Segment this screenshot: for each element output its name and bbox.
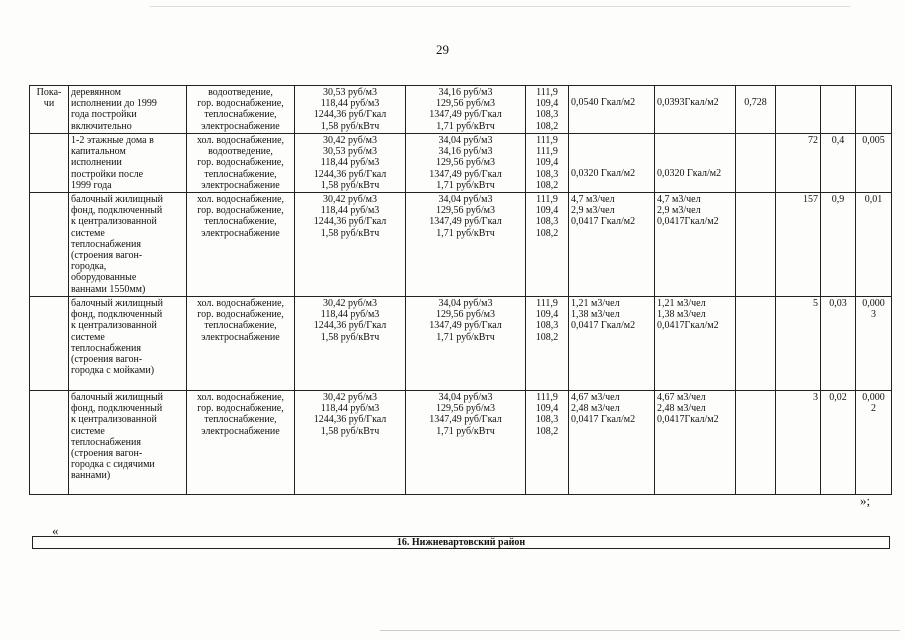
table-cell-col6: 4,67 м3/чел 2,48 м3/чел 0,0417 Гкал/м2 <box>569 391 655 495</box>
table-cell-col10: 0,4 <box>821 134 856 193</box>
table-cell-col4: 34,16 руб/м3 129,56 руб/м3 1347,49 руб/Гкал 1,71 руб/кВтч <box>406 86 526 134</box>
table-cell-col0 <box>30 297 69 391</box>
district-title: 16. Нижневартовский район <box>32 536 890 549</box>
table-cell-col6: 0,0540 Гкал/м2 <box>569 86 655 134</box>
table-cell-col1: балочный жилищный фонд, подключенный к централизованной системе теплоснабжения (строения вагон- городка с мойками) <box>69 297 187 391</box>
table-cell-col2: хол. водоснабжение, гор. водоснабжение, теплоснабжение, электроснабжение <box>187 193 295 297</box>
table-row <box>30 86 892 134</box>
table-cell-col4: 34,04 руб/м3 129,56 руб/м3 1347,49 руб/Гкал 1,71 руб/кВтч <box>406 193 526 297</box>
tariff-table <box>29 85 892 495</box>
table-cell-col9: 72 <box>776 134 821 193</box>
table-cell-col8 <box>736 134 776 193</box>
table-cell-col3: 30,42 руб/м3 30,53 руб/м3 118,44 руб/м3 1244,36 руб/Гкал 1,58 руб/кВтч <box>295 134 406 193</box>
table-cell-col10 <box>821 86 856 134</box>
table-cell-col10: 0,9 <box>821 193 856 297</box>
table-cell-col1: 1-2 этажные дома в капитальном исполнении постройки после 1999 года <box>69 134 187 193</box>
table-cell-col11: 0,01 <box>856 193 892 297</box>
table-cell-col11: 0,000 2 <box>856 391 892 495</box>
table-cell-col3: 30,42 руб/м3 118,44 руб/м3 1244,36 руб/Гкал 1,58 руб/кВтч <box>295 193 406 297</box>
table-cell-col9: 157 <box>776 193 821 297</box>
table-row <box>30 134 892 193</box>
table-cell-col11 <box>856 86 892 134</box>
table-cell-col1: балочный жилищный фонд, подключенный к централизованной системе теплоснабжения (строения вагон- городка, оборудованные ваннами 1550мм) <box>69 193 187 297</box>
table-cell-col0: Пока- чи <box>30 86 69 134</box>
table-cell-col1: деревянном исполнении до 1999 года постройки включительно <box>69 86 187 134</box>
table-cell-col2: хол. водоснабжение, гор. водоснабжение, теплоснабжение, электроснабжение <box>187 297 295 391</box>
table-cell-col2: хол. водоснабжение, гор. водоснабжение, теплоснабжение, электроснабжение <box>187 391 295 495</box>
table-cell-col7: 0,0393Гкал/м2 <box>655 86 736 134</box>
table-cell-col5: 111,9 111,9 109,4 108,3 108,2 <box>526 134 569 193</box>
table-cell-col0 <box>30 193 69 297</box>
table-cell-col8 <box>736 391 776 495</box>
table-cell-col5: 111,9 109,4 108,3 108,2 <box>526 391 569 495</box>
table-cell-col8: 0,728 <box>736 86 776 134</box>
table-cell-col7: 4,7 м3/чел 2,9 м3/чел 0,0417Гкал/м2 <box>655 193 736 297</box>
table-cell-col3: 30,42 руб/м3 118,44 руб/м3 1244,36 руб/Гкал 1,58 руб/кВтч <box>295 391 406 495</box>
table-cell-col5: 111,9 109,4 108,3 108,2 <box>526 86 569 134</box>
table-cell-col6: 0,0320 Гкал/м2 <box>569 134 655 193</box>
table-row <box>30 297 892 391</box>
table-cell-col3: 30,53 руб/м3 118,44 руб/м3 1244,36 руб/Гкал 1,58 руб/кВтч <box>295 86 406 134</box>
table-cell-col11: 0,000 3 <box>856 297 892 391</box>
table-cell-col5: 111,9 109,4 108,3 108,2 <box>526 297 569 391</box>
table-cell-col7: 1,21 м3/чел 1,38 м3/чел 0,0417Гкал/м2 <box>655 297 736 391</box>
table-cell-col11: 0,005 <box>856 134 892 193</box>
table-cell-col2: водоотведение, гор. водоснабжение, теплоснабжение, электроснабжение <box>187 86 295 134</box>
table-cell-col8 <box>736 193 776 297</box>
table-cell-col6: 4,7 м3/чел 2,9 м3/чел 0,0417 Гкал/м2 <box>569 193 655 297</box>
closing-quote-mark: »; <box>860 493 871 508</box>
table-row <box>30 193 892 297</box>
table-cell-col4: 34,04 руб/м3 129,56 руб/м3 1347,49 руб/Гкал 1,71 руб/кВтч <box>406 297 526 391</box>
table-cell-col10: 0,03 <box>821 297 856 391</box>
table-cell-col7: 4,67 м3/чел 2,48 м3/чел 0,0417Гкал/м2 <box>655 391 736 495</box>
table-cell-col2: хол. водоснабжение, водоотведение, гор. водоснабжение, теплоснабжение, электроснабжение <box>187 134 295 193</box>
table-cell-col7: 0,0320 Гкал/м2 <box>655 134 736 193</box>
table-cell-col6: 1,21 м3/чел 1,38 м3/чел 0,0417 Гкал/м2 <box>569 297 655 391</box>
table-cell-col1: балочный жилищный фонд, подключенный к централизованной системе теплоснабжения (строения вагон- городка с сидячими ваннами) <box>69 391 187 495</box>
table-cell-col10: 0,02 <box>821 391 856 495</box>
table-cell-col8 <box>736 297 776 391</box>
opening-quote-mark: « <box>52 523 59 538</box>
table-cell-col4: 34,04 руб/м3 34,16 руб/м3 129,56 руб/м3 1347,49 руб/Гкал 1,71 руб/кВтч <box>406 134 526 193</box>
table-cell-col5: 111,9 109,4 108,3 108,2 <box>526 193 569 297</box>
table-cell-col3: 30,42 руб/м3 118,44 руб/м3 1244,36 руб/Гкал 1,58 руб/кВтч <box>295 297 406 391</box>
table-cell-col4: 34,04 руб/м3 129,56 руб/м3 1347,49 руб/Гкал 1,71 руб/кВтч <box>406 391 526 495</box>
table-cell-col9 <box>776 86 821 134</box>
table-row <box>30 391 892 495</box>
page-number: 29 <box>436 42 449 57</box>
table-cell-col0 <box>30 134 69 193</box>
table-cell-col9: 3 <box>776 391 821 495</box>
table-cell-col9: 5 <box>776 297 821 391</box>
table-cell-col0 <box>30 391 69 495</box>
